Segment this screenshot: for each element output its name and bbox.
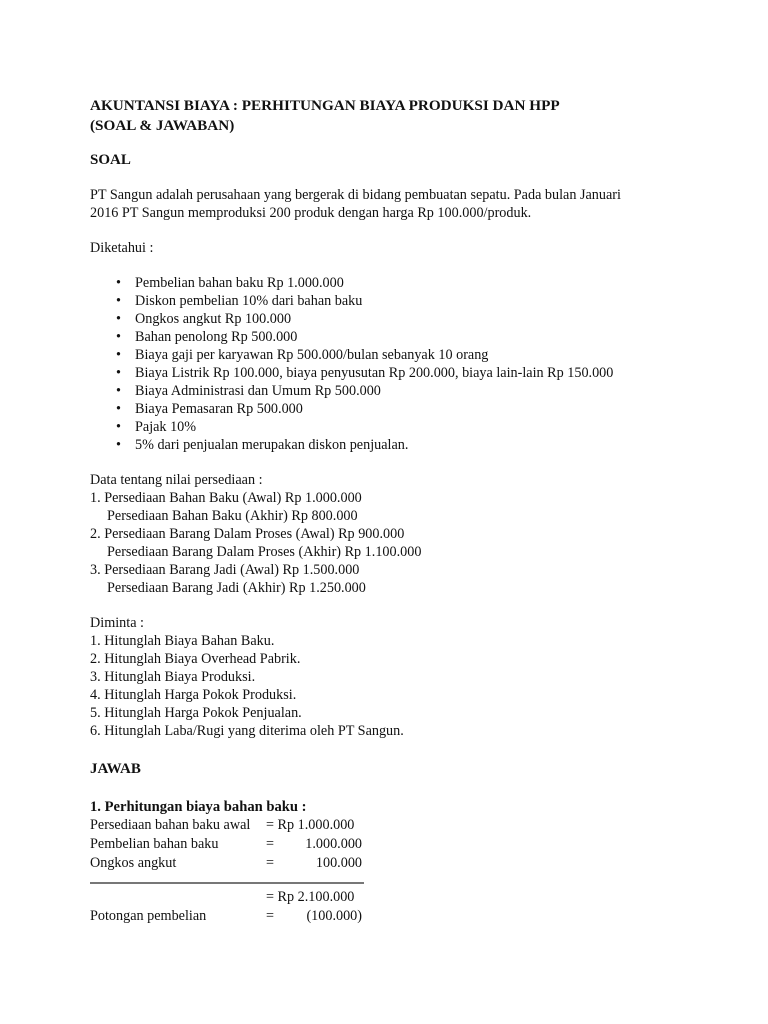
diminta-list [90, 632, 690, 740]
calc-label: Pembelian bahan baku [90, 836, 219, 852]
calc-value: 100.000 [315, 855, 362, 871]
list-item: 3. Persediaan Barang Jadi (Awal) Rp 1.500.000 [90, 562, 360, 578]
diminta-label: Diminta : [90, 615, 144, 631]
list-item: • Biaya Pemasaran Rp 500.000 [90, 400, 690, 418]
calc-row [90, 816, 370, 835]
diketahui-list [90, 274, 690, 454]
calculation-table [90, 816, 370, 926]
calc-title: 1. Perhitungan biaya bahan baku : [90, 799, 307, 815]
document-title-line-1: AKUNTANSI BIAYA : PERHITUNGAN BIAYA PRODUKSI DAN HPP [90, 97, 560, 114]
list-item: • Diskon pembelian 10% dari bahan baku [90, 292, 690, 310]
calc-subtotal: = Rp 2.100.000 [266, 889, 355, 905]
persediaan-label: Data tentang nilai persediaan : [90, 472, 263, 488]
persediaan-list [90, 489, 690, 597]
calc-label: Potongan pembelian [90, 908, 207, 924]
calc-equals: = [266, 836, 275, 852]
list-item: • Biaya Administrasi dan Umum Rp 500.000 [90, 382, 690, 400]
list-item: 5. Hitunglah Harga Pokok Penjualan. [90, 705, 302, 721]
list-item: • Pajak 10% [90, 418, 690, 436]
list-item: 2. Hitunglah Biaya Overhead Pabrik. [90, 651, 301, 667]
document-title-line-2: (SOAL & JAWABAN) [90, 117, 235, 134]
calc-label: Ongkos angkut [90, 855, 177, 871]
jawab-heading: JAWAB [90, 761, 141, 777]
calc-row [90, 907, 370, 926]
intro-line-1: PT Sangun adalah perusahaan yang bergerak di bidang pembuatan sepatu. Pada bulan Januari [90, 187, 621, 203]
document-page [90, 96, 690, 926]
list-item: • 5% dari penjualan merupakan diskon penjualan. [90, 436, 690, 454]
list-item: 4. Hitunglah Harga Pokok Produksi. [90, 687, 297, 703]
list-item: • Ongkos angkut Rp 100.000 [90, 310, 690, 328]
list-item: Persediaan Barang Jadi (Akhir) Rp 1.250.000 [107, 580, 366, 596]
list-item: 2. Persediaan Barang Dalam Proses (Awal) Rp 900.000 [90, 526, 405, 542]
list-item: • Pembelian bahan baku Rp 1.000.000 [90, 274, 690, 292]
calc-equals: = [266, 855, 275, 871]
list-item: Persediaan Barang Dalam Proses (Akhir) Rp 1.100.000 [107, 544, 422, 560]
list-item: Persediaan Bahan Baku (Akhir) Rp 800.000 [107, 508, 358, 524]
calc-value: (100.000) [306, 908, 362, 924]
sum-divider [90, 882, 364, 884]
calc-label: Persediaan bahan baku awal [90, 817, 251, 833]
list-item: 3. Hitunglah Biaya Produksi. [90, 669, 256, 685]
calc-value: = Rp 1.000.000 [266, 817, 355, 833]
list-item: 6. Hitunglah Laba/Rugi yang diterima oleh PT Sangun. [90, 723, 404, 739]
calc-row [90, 835, 370, 854]
list-item: • Biaya Listrik Rp 100.000, biaya penyusutan Rp 200.000, biaya lain-lain Rp 150.000 [90, 364, 690, 382]
diketahui-label: Diketahui : [90, 240, 154, 256]
calc-equals: = [266, 908, 275, 924]
intro-line-2: 2016 PT Sangun memproduksi 200 produk dengan harga Rp 100.000/produk. [90, 205, 532, 221]
list-item: • Biaya gaji per karyawan Rp 500.000/bulan sebanyak 10 orang [90, 346, 690, 364]
calc-row [90, 854, 370, 873]
calc-row [90, 888, 370, 907]
list-item: 1. Persediaan Bahan Baku (Awal) Rp 1.000.000 [90, 490, 362, 506]
list-item: 1. Hitunglah Biaya Bahan Baku. [90, 633, 275, 649]
calc-value: 1.000.000 [305, 836, 362, 852]
calc-label [90, 888, 266, 907]
soal-heading: SOAL [90, 152, 131, 168]
list-item: • Bahan penolong Rp 500.000 [90, 328, 690, 346]
